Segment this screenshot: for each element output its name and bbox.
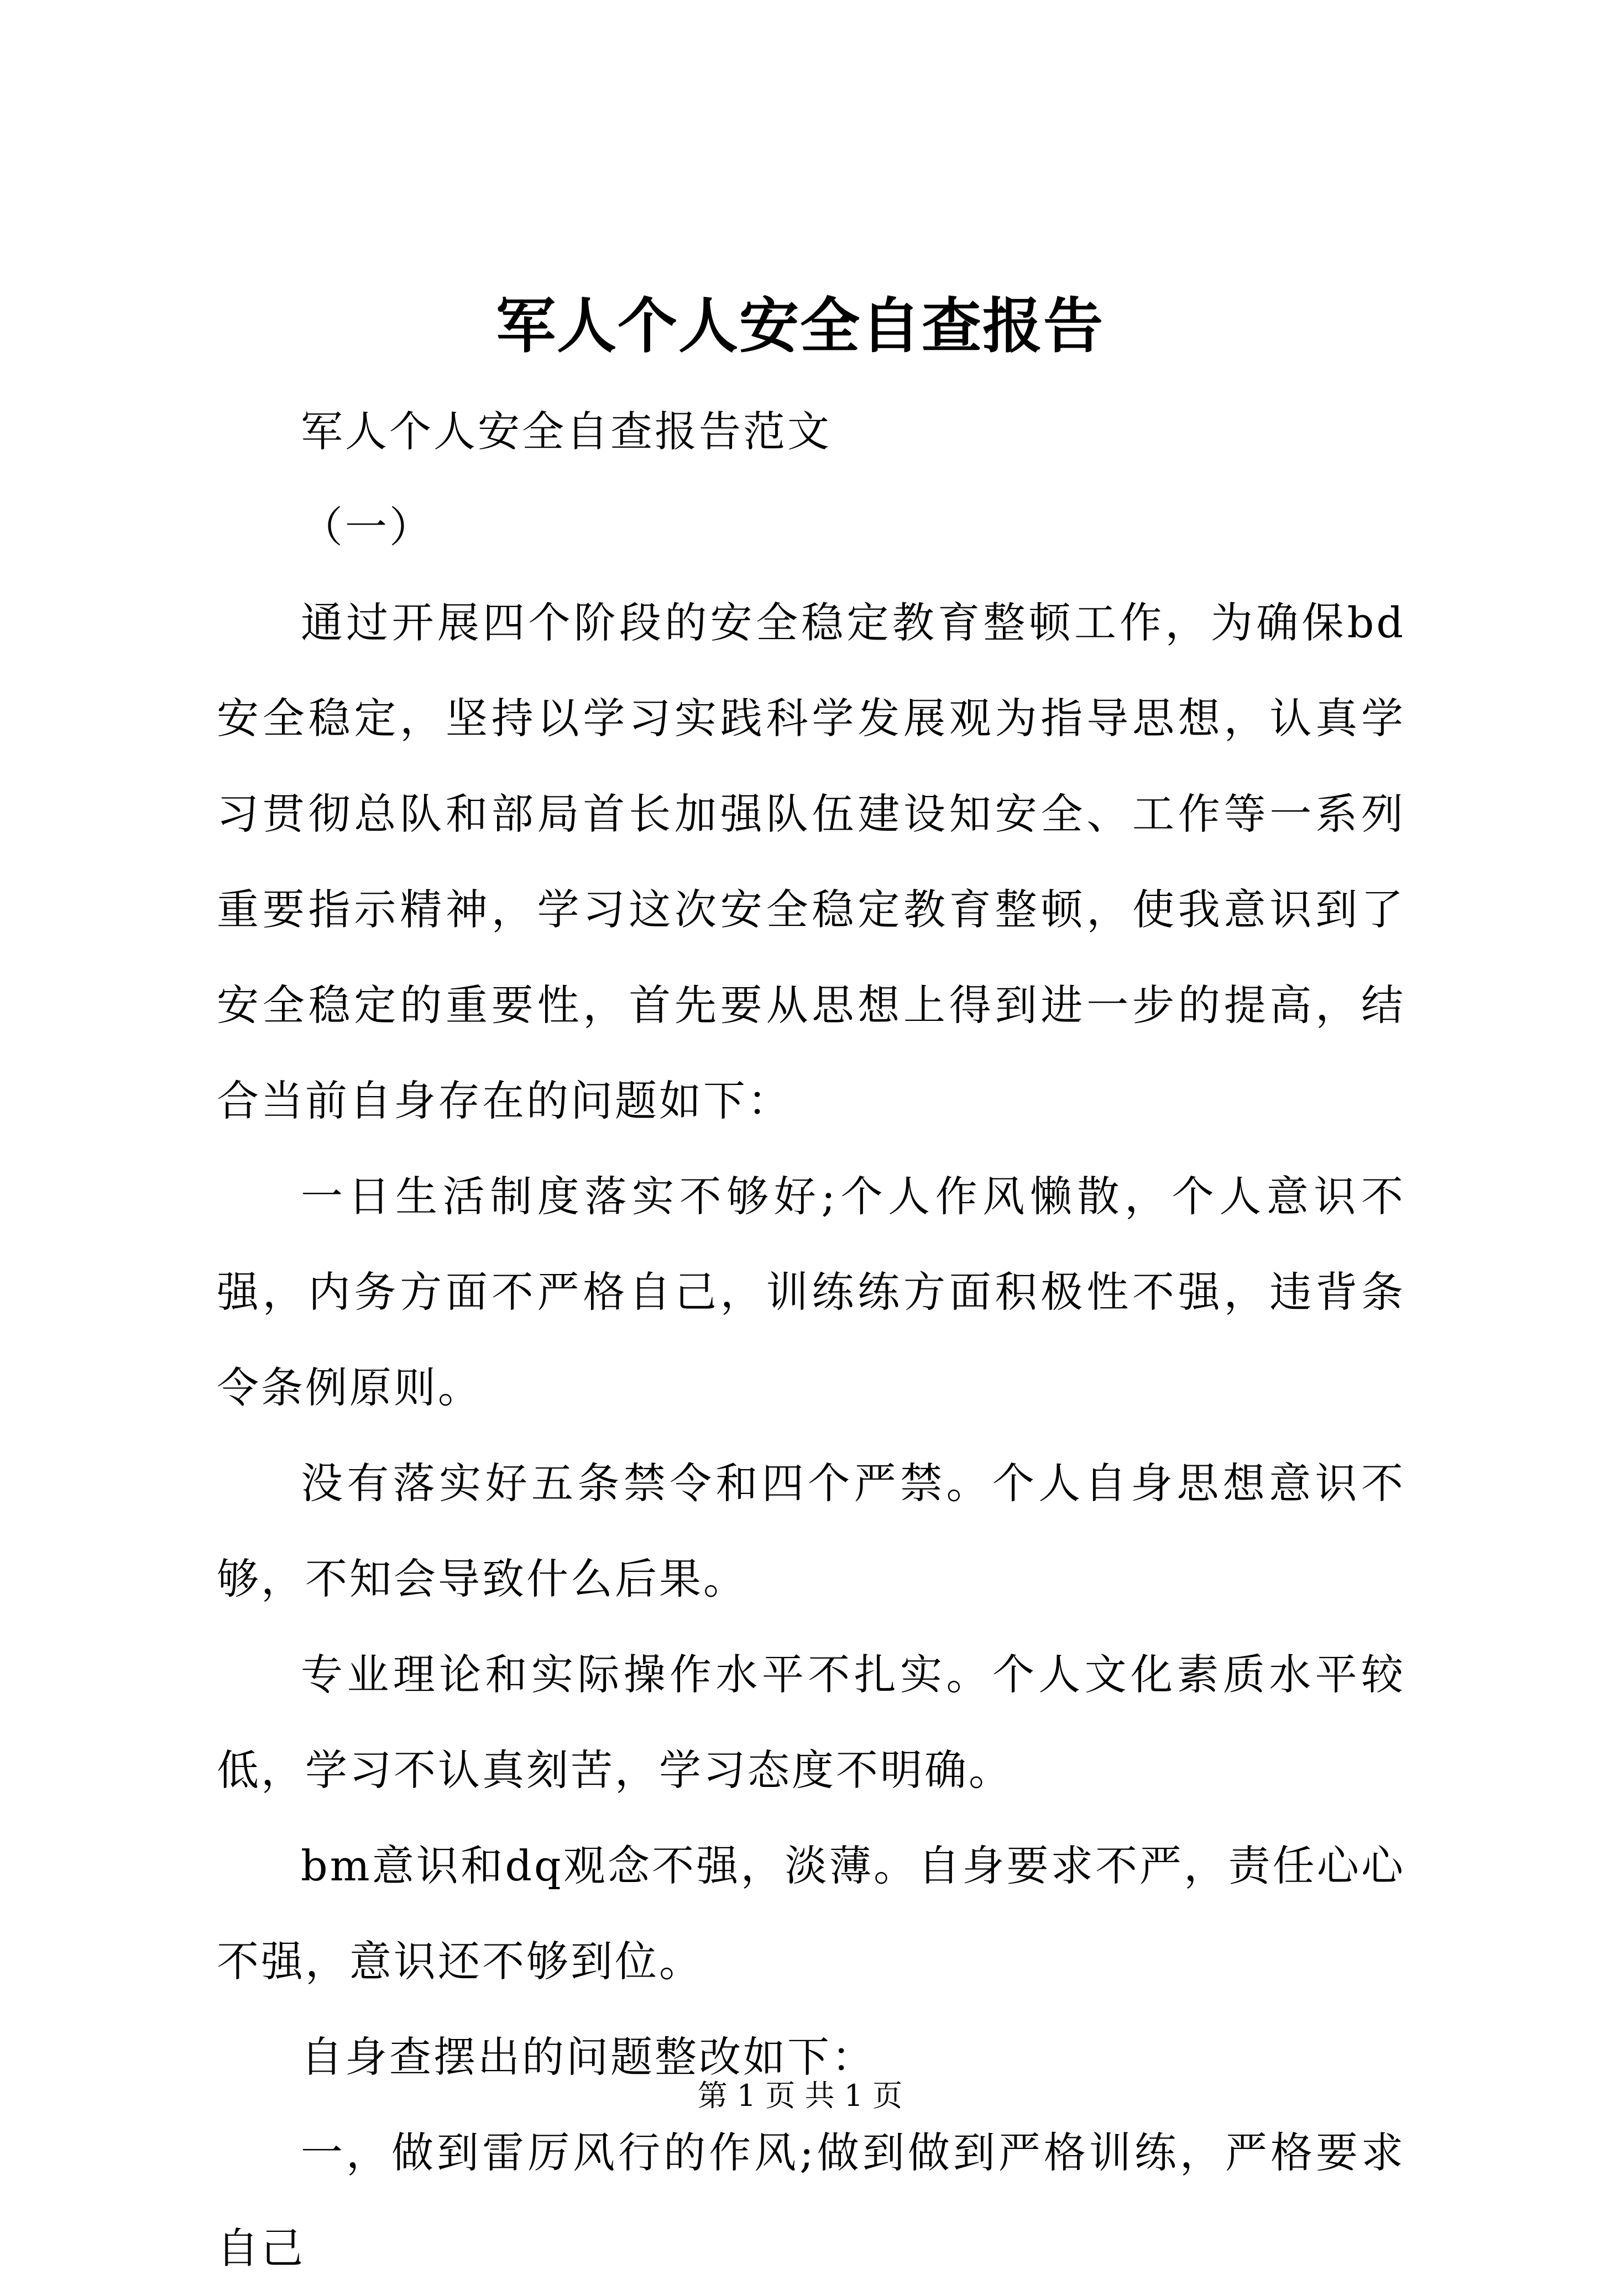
- body-paragraph: 自身查摆出的问题整改如下：: [301, 2032, 876, 2082]
- body-paragraph: 专业理论和实际操作水平不扎实。个人文化素质水平较低，学习不认真刻苦，学习态度不明确。: [217, 1650, 1405, 1795]
- body-paragraph: 没有落实好五条禁令和四个严禁。个人自身思想意识不够，不知会导致什么后果。: [217, 1459, 1405, 1603]
- body-paragraph: 通过开展四个阶段的安全稳定教育整顿工作，为确保bd安全稳定，坚持以学习实践科学发展观为指导思想，认真学习贯彻总队和部局首长加强队伍建设知安全、工作等一系列重要指示精神，学习这次安全稳定教育整顿，使我意识到了安全稳定的重要性，首先要从思想上得到进一步的提高，结合当前自身存在的问题如下：: [217, 598, 1405, 1125]
- body-paragraph: 一，做到雷厉风行的作风;做到做到严格训练，严格要求自己: [217, 2128, 1405, 2273]
- subtitle-paragraph: 军人个人安全自查报告范文: [301, 407, 832, 456]
- page-footer: 第 1 页 共 1 页: [697, 2078, 903, 2113]
- document-body: [217, 384, 1405, 2296]
- section-number-paragraph: （一）: [301, 502, 433, 552]
- body-paragraph: 一日生活制度落实不够好;个人作风懒散，个人意识不强，内务方面不严格自己，训练练方面积极性不强，违背条令条例原则。: [217, 1172, 1405, 1412]
- document-title: 军人个人安全自查报告: [495, 291, 1104, 361]
- body-paragraph: bm意识和dq观念不强，淡薄。自身要求不严，责任心心不强，意识还不够到位。: [217, 1841, 1405, 1986]
